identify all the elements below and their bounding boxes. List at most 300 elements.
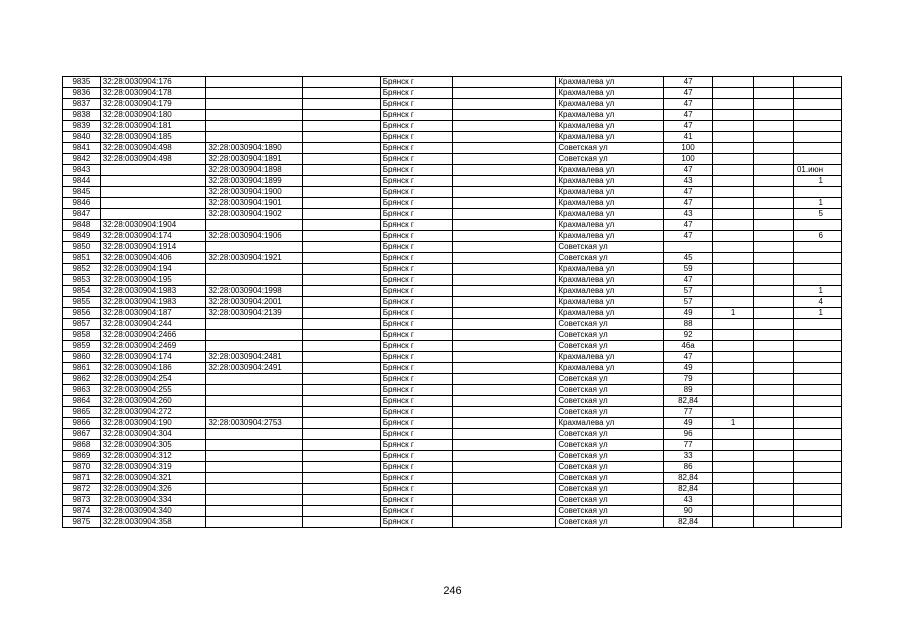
table-row [63,429,842,440]
table-cell [206,385,303,396]
table-cell [453,209,556,220]
table-cell [713,209,754,220]
table-cell: Советская ул [556,506,664,517]
table-cell: 9853 [63,275,101,286]
table-cell [453,110,556,121]
table-cell [794,319,842,330]
table-cell [713,77,754,88]
table-cell [453,319,556,330]
table-cell [794,253,842,264]
table-row [63,451,842,462]
table-cell [206,429,303,440]
table-cell [713,286,754,297]
table-cell [713,231,754,242]
table-cell: 43 [664,176,713,187]
table-cell: 77 [664,440,713,451]
table-cell [754,451,794,462]
table-row [63,253,842,264]
table-cell [713,99,754,110]
table-cell: 32:28:0030904:187 [100,308,206,319]
table-cell [713,330,754,341]
table-cell [754,440,794,451]
table-cell [303,99,381,110]
table-cell: Брянск г [380,418,452,429]
table-cell: 32:28:0030904:1983 [100,297,206,308]
table-cell [794,242,842,253]
table-cell: Брянск г [380,352,452,363]
table-cell: 9849 [63,231,101,242]
table-cell: 88 [664,319,713,330]
table-cell [206,341,303,352]
table-cell: 32:28:0030904:1890 [206,143,303,154]
table-cell: Брянск г [380,220,452,231]
table-cell [453,88,556,99]
table-cell: Брянск г [380,396,452,407]
table-cell [754,407,794,418]
table-cell: Брянск г [380,374,452,385]
table-cell: 46а [664,341,713,352]
table-cell [453,341,556,352]
table-cell [713,363,754,374]
table-cell [303,264,381,275]
table-cell [303,110,381,121]
table-cell: 32:28:0030904:340 [100,506,206,517]
table-cell: 77 [664,407,713,418]
table-cell [754,363,794,374]
table-cell: 32:28:0030904:180 [100,110,206,121]
table-row [63,286,842,297]
table-cell: 9841 [63,143,101,154]
table-cell [713,473,754,484]
table-cell: 32:28:0030904:1983 [100,286,206,297]
table-cell: 32:28:0030904:498 [100,154,206,165]
table-cell [453,473,556,484]
table-cell: Крахмалева ул [556,363,664,374]
table-cell: 9855 [63,297,101,308]
table-cell: 32:28:0030904:321 [100,473,206,484]
table-cell: 9842 [63,154,101,165]
table-cell: Брянск г [380,187,452,198]
table-cell: Брянск г [380,176,452,187]
table-row [63,407,842,418]
table-cell [713,187,754,198]
table-cell: Советская ул [556,253,664,264]
table-row [63,242,842,253]
table-cell [206,440,303,451]
table-cell [713,220,754,231]
table-row [63,198,842,209]
table-cell: Брянск г [380,429,452,440]
table-cell: 9854 [63,286,101,297]
table-cell: 9848 [63,220,101,231]
table-cell [794,374,842,385]
table-cell: 90 [664,506,713,517]
table-cell [206,319,303,330]
table-cell: 32:28:0030904:358 [100,517,206,528]
table-cell [754,308,794,319]
table-cell [206,374,303,385]
table-cell: 9870 [63,462,101,473]
table-cell: 32:28:0030904:1921 [206,253,303,264]
table-cell [453,352,556,363]
table-cell: 9843 [63,165,101,176]
table-row [63,231,842,242]
table-cell [206,506,303,517]
table-cell: Советская ул [556,495,664,506]
table-cell: Советская ул [556,319,664,330]
table-cell: Брянск г [380,165,452,176]
table-cell [794,517,842,528]
table-cell: 9862 [63,374,101,385]
table-cell: 32:28:0030904:1891 [206,154,303,165]
table-cell: 32:28:0030904:2469 [100,341,206,352]
table-cell [303,418,381,429]
table-cell [754,341,794,352]
table-row [63,220,842,231]
table-cell: 59 [664,264,713,275]
table-cell [794,407,842,418]
table-cell [453,506,556,517]
table-cell [206,330,303,341]
table-cell: Брянск г [380,462,452,473]
table-cell: Крахмалева ул [556,77,664,88]
table-cell [794,429,842,440]
table-cell [303,319,381,330]
table-cell: Брянск г [380,286,452,297]
table-cell: 32:28:0030904:244 [100,319,206,330]
table-cell [754,286,794,297]
table-cell [453,121,556,132]
table-cell: 9874 [63,506,101,517]
table-cell [754,110,794,121]
table-cell: 32:28:0030904:174 [100,231,206,242]
table-cell: Крахмалева ул [556,209,664,220]
table-cell [453,308,556,319]
table-cell: Брянск г [380,330,452,341]
table-cell [794,385,842,396]
table-cell [303,231,381,242]
table-cell [754,517,794,528]
table-cell [713,451,754,462]
table-row [63,176,842,187]
table-cell [713,253,754,264]
table-cell [453,275,556,286]
table-cell: Брянск г [380,121,452,132]
table-cell [206,220,303,231]
table-cell [303,396,381,407]
table-cell: 32:28:0030904:1898 [206,165,303,176]
table-cell: 49 [664,363,713,374]
table-cell [794,143,842,154]
table-cell [794,187,842,198]
table-cell: 32:28:0030904:1904 [100,220,206,231]
table-cell: 1 [794,286,842,297]
table-cell [303,330,381,341]
table-cell: Советская ул [556,385,664,396]
table-row [63,352,842,363]
table-cell [794,88,842,99]
table-cell: 49 [664,308,713,319]
table-cell [453,374,556,385]
table-cell [664,242,713,253]
table-cell [713,165,754,176]
table-cell: 79 [664,374,713,385]
table-cell [794,330,842,341]
table-cell: Брянск г [380,253,452,264]
table-cell: Брянск г [380,517,452,528]
table-cell [303,341,381,352]
table-cell: Брянск г [380,297,452,308]
table-cell: Крахмалева ул [556,88,664,99]
table-cell: 92 [664,330,713,341]
table-cell [713,517,754,528]
table-cell: 32:28:0030904:334 [100,495,206,506]
table-cell: 49 [664,418,713,429]
table-cell: Брянск г [380,308,452,319]
table-cell: Крахмалева ул [556,286,664,297]
table-cell: Советская ул [556,484,664,495]
table-cell [754,275,794,286]
table-cell [794,363,842,374]
table-cell [713,495,754,506]
table-cell [453,440,556,451]
table-cell [713,264,754,275]
table-cell [303,451,381,462]
table-cell: Брянск г [380,242,452,253]
table-cell: 32:28:0030904:260 [100,396,206,407]
table-cell [794,484,842,495]
table-cell [100,187,206,198]
table-cell [206,77,303,88]
table-cell [713,352,754,363]
table-cell: 32:28:0030904:2001 [206,297,303,308]
table-cell: 47 [664,110,713,121]
table-cell [206,462,303,473]
table-row [63,264,842,275]
table-cell [794,99,842,110]
table-cell: Брянск г [380,341,452,352]
table-cell [303,506,381,517]
table-cell: 100 [664,143,713,154]
table-cell [794,506,842,517]
table-cell: Советская ул [556,451,664,462]
table-cell: Брянск г [380,440,452,451]
table-row [63,341,842,352]
table-cell: 1 [794,198,842,209]
table-cell: Крахмалева ул [556,264,664,275]
table-cell: Советская ул [556,242,664,253]
table-cell: Советская ул [556,396,664,407]
table-cell: 9857 [63,319,101,330]
table-cell: 32:28:0030904:1900 [206,187,303,198]
table-cell [754,396,794,407]
table-cell: 47 [664,220,713,231]
table-cell: Крахмалева ул [556,176,664,187]
table-cell: 9866 [63,418,101,429]
table-cell: 47 [664,88,713,99]
table-cell [206,451,303,462]
table-cell: Крахмалева ул [556,132,664,143]
table-cell: 32:28:0030904:255 [100,385,206,396]
table-cell [206,484,303,495]
table-row [63,165,842,176]
table-cell: 47 [664,198,713,209]
table-cell: Брянск г [380,143,452,154]
table-cell [453,165,556,176]
table-cell [453,385,556,396]
table-cell: 32:28:0030904:185 [100,132,206,143]
table-cell [206,242,303,253]
table-cell: Брянск г [380,506,452,517]
table-cell: Крахмалева ул [556,165,664,176]
table-cell [303,495,381,506]
table-cell: Брянск г [380,231,452,242]
table-cell: Советская ул [556,462,664,473]
table-cell: 86 [664,462,713,473]
table-cell [206,110,303,121]
table-row [63,88,842,99]
table-cell [713,374,754,385]
table-cell: 9868 [63,440,101,451]
table-cell: 45 [664,253,713,264]
table-cell [303,220,381,231]
table-cell: Крахмалева ул [556,110,664,121]
table-cell [794,396,842,407]
table-cell [303,275,381,286]
table-row [63,495,842,506]
table-cell: Крахмалева ул [556,308,664,319]
table-cell [713,275,754,286]
table-cell: Крахмалева ул [556,231,664,242]
table-cell: Крахмалева ул [556,352,664,363]
table-cell: 9864 [63,396,101,407]
table-cell [713,242,754,253]
table-cell: Брянск г [380,484,452,495]
table-cell [794,341,842,352]
table-cell: 32:28:0030904:174 [100,352,206,363]
table-cell [754,209,794,220]
table-row [63,330,842,341]
table-cell [303,363,381,374]
table-cell [303,385,381,396]
table-cell: 47 [664,165,713,176]
table-cell [713,440,754,451]
table-cell [303,484,381,495]
table-cell [794,77,842,88]
table-cell: Брянск г [380,110,452,121]
table-cell: Советская ул [556,330,664,341]
table-cell [754,220,794,231]
table-cell [206,275,303,286]
table-cell [453,143,556,154]
table-cell: 32:28:0030904:406 [100,253,206,264]
table-cell: 33 [664,451,713,462]
table-cell: 41 [664,132,713,143]
table-cell [713,407,754,418]
table-cell: 01.июн [794,165,842,176]
table-cell: 47 [664,99,713,110]
table-row [63,517,842,528]
table-cell [713,154,754,165]
table-cell [453,77,556,88]
table-cell [303,88,381,99]
table-cell: 32:28:0030904:2753 [206,418,303,429]
table-cell [794,495,842,506]
table-cell [713,198,754,209]
table-cell: Брянск г [380,264,452,275]
table-cell [794,418,842,429]
table-cell: 9863 [63,385,101,396]
table-cell [303,253,381,264]
table-row [63,418,842,429]
table-cell [303,198,381,209]
table-cell [754,319,794,330]
table-cell [713,121,754,132]
table-cell: 47 [664,77,713,88]
table-cell: 47 [664,121,713,132]
table-cell: Советская ул [556,143,664,154]
table-cell [100,209,206,220]
table-cell: 9865 [63,407,101,418]
table-cell: 32:28:0030904:498 [100,143,206,154]
table-cell [754,352,794,363]
table-cell: Крахмалева ул [556,99,664,110]
table-cell [713,143,754,154]
table-cell: 32:28:0030904:2491 [206,363,303,374]
table-cell [303,242,381,253]
table-row [63,275,842,286]
table-cell: Крахмалева ул [556,418,664,429]
table-row [63,110,842,121]
table-row [63,506,842,517]
table-cell [206,517,303,528]
table-row [63,319,842,330]
table-cell [303,352,381,363]
table-cell [453,429,556,440]
table-cell: 82,84 [664,484,713,495]
table-cell [303,286,381,297]
table-cell: 32:28:0030904:272 [100,407,206,418]
table-cell [754,418,794,429]
table-cell: 1 [713,418,754,429]
table-cell: 9875 [63,517,101,528]
table-cell [303,209,381,220]
table-cell [206,473,303,484]
table-row [63,484,842,495]
table-cell [794,121,842,132]
table-cell: 6 [794,231,842,242]
table-cell [794,264,842,275]
page-number: 246 [443,585,462,597]
table-cell [794,473,842,484]
table-row [63,99,842,110]
table-cell [754,385,794,396]
table-cell [303,165,381,176]
table-cell [453,396,556,407]
table-cell [453,187,556,198]
table-row [63,209,842,220]
table-cell: Советская ул [556,429,664,440]
table-cell: Советская ул [556,374,664,385]
table-cell: 32:28:0030904:1899 [206,176,303,187]
table-cell: 32:28:0030904:1998 [206,286,303,297]
table-cell: 32:28:0030904:1914 [100,242,206,253]
table-cell [303,407,381,418]
table-row [63,396,842,407]
register-table-body [63,77,842,528]
table-cell: Советская ул [556,407,664,418]
table-cell: 32:28:0030904:2139 [206,308,303,319]
